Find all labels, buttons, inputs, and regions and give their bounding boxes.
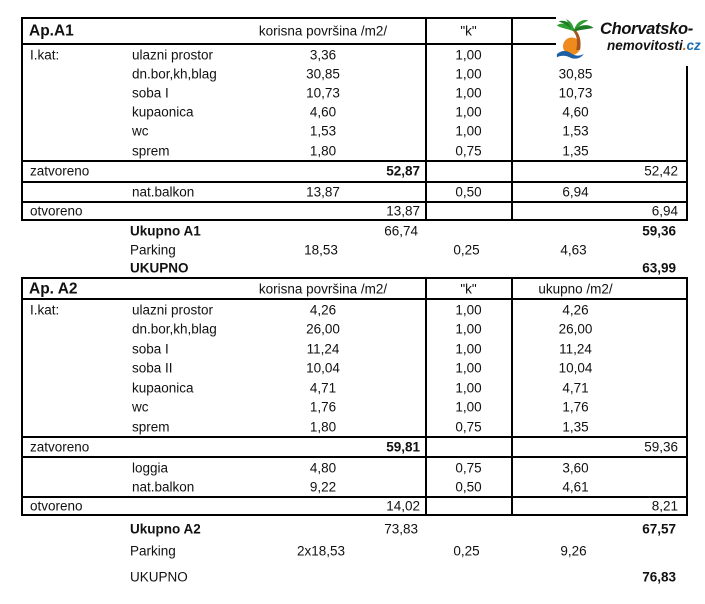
palm-tree-icon xyxy=(556,19,598,63)
total-value: 4,71 xyxy=(562,380,589,395)
total-value: 1,76 xyxy=(562,399,589,415)
summary-a2 xyxy=(21,516,688,591)
k-value: 0,50 xyxy=(455,184,482,199)
summary-a1 xyxy=(21,221,688,281)
total-value: 1,53 xyxy=(562,123,589,139)
room-name: loggia xyxy=(132,460,169,475)
area-value: 4,26 xyxy=(309,302,337,317)
room-name: ulazni prostor xyxy=(132,302,214,317)
room-row xyxy=(23,417,686,437)
summary-row xyxy=(21,519,688,539)
summary-row xyxy=(21,222,688,240)
area-value: 3,36 xyxy=(309,46,337,62)
total-value: 1,35 xyxy=(562,419,589,434)
summary-area-value: 2x18,53 xyxy=(296,543,346,559)
summary-label: Parking xyxy=(130,543,176,559)
total-value: 11,24 xyxy=(559,341,592,356)
room-name: sprem xyxy=(132,142,170,158)
open-room-row xyxy=(23,183,686,202)
area-value: 10,04 xyxy=(306,360,340,376)
k-value: 1,00 xyxy=(455,341,482,356)
open-total-sum: 6,94 xyxy=(651,203,678,219)
summary-label: Ukupno A2 xyxy=(130,521,201,537)
k-value: 0,75 xyxy=(455,419,482,434)
summary-area-value: 73,83 xyxy=(384,521,418,537)
logo-dot: . xyxy=(682,38,687,54)
area-value: 4,71 xyxy=(309,380,337,395)
area-value: 4,80 xyxy=(309,460,337,475)
area-value: 4,60 xyxy=(309,104,337,120)
column-header-total: ukupno /m2/ xyxy=(538,280,613,296)
section-label: otvoreno xyxy=(30,203,83,219)
room-row xyxy=(23,300,686,320)
summary-total-value: 59,36 xyxy=(642,223,676,239)
table-title: Ap. A2 xyxy=(29,279,78,297)
room-row xyxy=(23,103,686,122)
column-header-k: "k" xyxy=(460,23,477,39)
summary-total-value: 4,63 xyxy=(560,241,587,257)
total-value: 30,85 xyxy=(558,66,593,82)
summary-label: Parking xyxy=(130,241,176,257)
room-row xyxy=(23,320,686,340)
room-row xyxy=(23,122,686,141)
open-area-sum: 13,87 xyxy=(386,203,420,219)
room-row xyxy=(23,398,686,418)
k-value: 1,00 xyxy=(455,380,482,395)
apartment-table-a2 xyxy=(21,277,688,516)
summary-label: UKUPNO xyxy=(130,260,189,276)
table-title: Ap.A1 xyxy=(29,22,74,40)
header-row xyxy=(23,279,686,298)
summary-row xyxy=(21,259,688,277)
total-value: 10,04 xyxy=(558,360,593,376)
room-name: wc xyxy=(132,123,149,139)
room-name: dn.bor,kh,blag xyxy=(132,66,217,82)
summary-row xyxy=(21,541,688,561)
total-value: 6,94 xyxy=(562,184,589,199)
summary-total-value: 67,57 xyxy=(642,521,676,537)
area-value: 10,73 xyxy=(306,85,340,101)
room-name: nat.balkon xyxy=(132,479,195,495)
total-value: 10,73 xyxy=(558,85,593,101)
level-label: I.kat: xyxy=(30,302,60,317)
total-value: 26,00 xyxy=(558,321,593,337)
area-value: 13,87 xyxy=(306,184,340,199)
area-value: 30,85 xyxy=(306,66,340,82)
open-room-row xyxy=(23,478,686,498)
room-row xyxy=(23,359,686,379)
room-name: nat.balkon xyxy=(132,184,195,199)
room-row xyxy=(23,83,686,102)
total-value: 4,61 xyxy=(562,479,589,495)
k-value: 1,00 xyxy=(455,104,482,120)
room-name: kupaonica xyxy=(132,380,194,395)
room-name: soba I xyxy=(132,341,169,356)
closed-total-sum: 52,42 xyxy=(644,163,678,179)
room-name: sprem xyxy=(132,419,170,434)
section-label: zatvoreno xyxy=(30,439,90,454)
summary-area-value: 66,74 xyxy=(384,223,418,239)
section-label: zatvoreno xyxy=(30,163,90,179)
summary-area-value: 18,53 xyxy=(304,241,338,257)
closed-area-sum: 59,81 xyxy=(386,439,420,454)
logo-line1: Chorvatsko- xyxy=(600,20,693,38)
k-value: 0,75 xyxy=(455,460,482,475)
room-row xyxy=(23,378,686,398)
total-value: 4,60 xyxy=(562,104,589,120)
area-value: 26,00 xyxy=(306,321,340,337)
k-value: 1,00 xyxy=(455,399,482,415)
closed-total-sum: 59,36 xyxy=(644,439,678,454)
total-value: 3,60 xyxy=(562,460,589,475)
k-value: 1,00 xyxy=(455,302,482,317)
area-value: 1,80 xyxy=(309,419,337,434)
room-name: soba II xyxy=(132,360,173,376)
summary-row xyxy=(21,241,688,259)
summary-total-value: 9,26 xyxy=(560,543,587,559)
column-header-k: "k" xyxy=(460,280,477,296)
k-value: 1,00 xyxy=(455,66,482,82)
subtotal-row-zatvoreno xyxy=(23,162,686,181)
area-value: 9,22 xyxy=(309,479,337,495)
k-value: 1,00 xyxy=(455,123,482,139)
subtotal-row-otvoreno xyxy=(23,498,686,514)
area-value: 1,53 xyxy=(309,123,337,139)
k-value: 1,00 xyxy=(455,321,482,337)
closed-area-sum: 52,87 xyxy=(386,163,420,179)
section-label: otvoreno xyxy=(30,498,83,514)
room-name: soba I xyxy=(132,85,169,101)
area-value: 1,76 xyxy=(309,399,337,415)
open-total-sum: 8,21 xyxy=(651,498,678,514)
logo-tld: cz xyxy=(686,38,701,54)
room-row xyxy=(23,339,686,359)
room-row xyxy=(23,64,686,83)
subtotal-row-otvoreno xyxy=(23,203,686,220)
room-name: dn.bor,kh,blag xyxy=(132,321,217,337)
summary-label: Ukupno A1 xyxy=(130,223,201,239)
summary-row xyxy=(21,567,688,587)
total-value: 1,35 xyxy=(562,142,589,158)
open-area-sum: 14,02 xyxy=(386,498,420,514)
column-header-area: korisna površina /m2/ xyxy=(258,23,388,39)
k-value: 0,50 xyxy=(455,479,482,495)
k-value: 1,00 xyxy=(455,46,482,62)
summary-k-value: 0,25 xyxy=(453,543,480,559)
column-header-area: korisna površina /m2/ xyxy=(258,280,388,296)
logo-line2-wrap xyxy=(607,38,701,54)
summary-label: UKUPNO xyxy=(130,569,188,585)
logo-line2: nemovitosti xyxy=(607,38,683,54)
k-value: 1,00 xyxy=(455,360,482,376)
room-name: wc xyxy=(132,399,149,415)
area-value: 11,24 xyxy=(306,341,340,356)
open-room-row xyxy=(23,458,686,478)
logo-chorvatsko-nemovitosti xyxy=(556,13,705,66)
room-name: kupaonica xyxy=(132,104,194,120)
summary-total-value: 76,83 xyxy=(642,569,676,585)
area-value: 1,80 xyxy=(309,142,337,158)
summary-total-value: 63,99 xyxy=(642,260,676,276)
k-value: 1,00 xyxy=(455,85,482,101)
k-value: 0,75 xyxy=(455,142,482,158)
summary-k-value: 0,25 xyxy=(453,241,480,257)
total-value: 4,26 xyxy=(562,302,589,317)
room-name: ulazni prostor xyxy=(132,46,214,62)
level-label: I.kat: xyxy=(30,46,60,62)
logo-text xyxy=(600,20,701,54)
subtotal-row-zatvoreno xyxy=(23,438,686,457)
room-row xyxy=(23,141,686,160)
